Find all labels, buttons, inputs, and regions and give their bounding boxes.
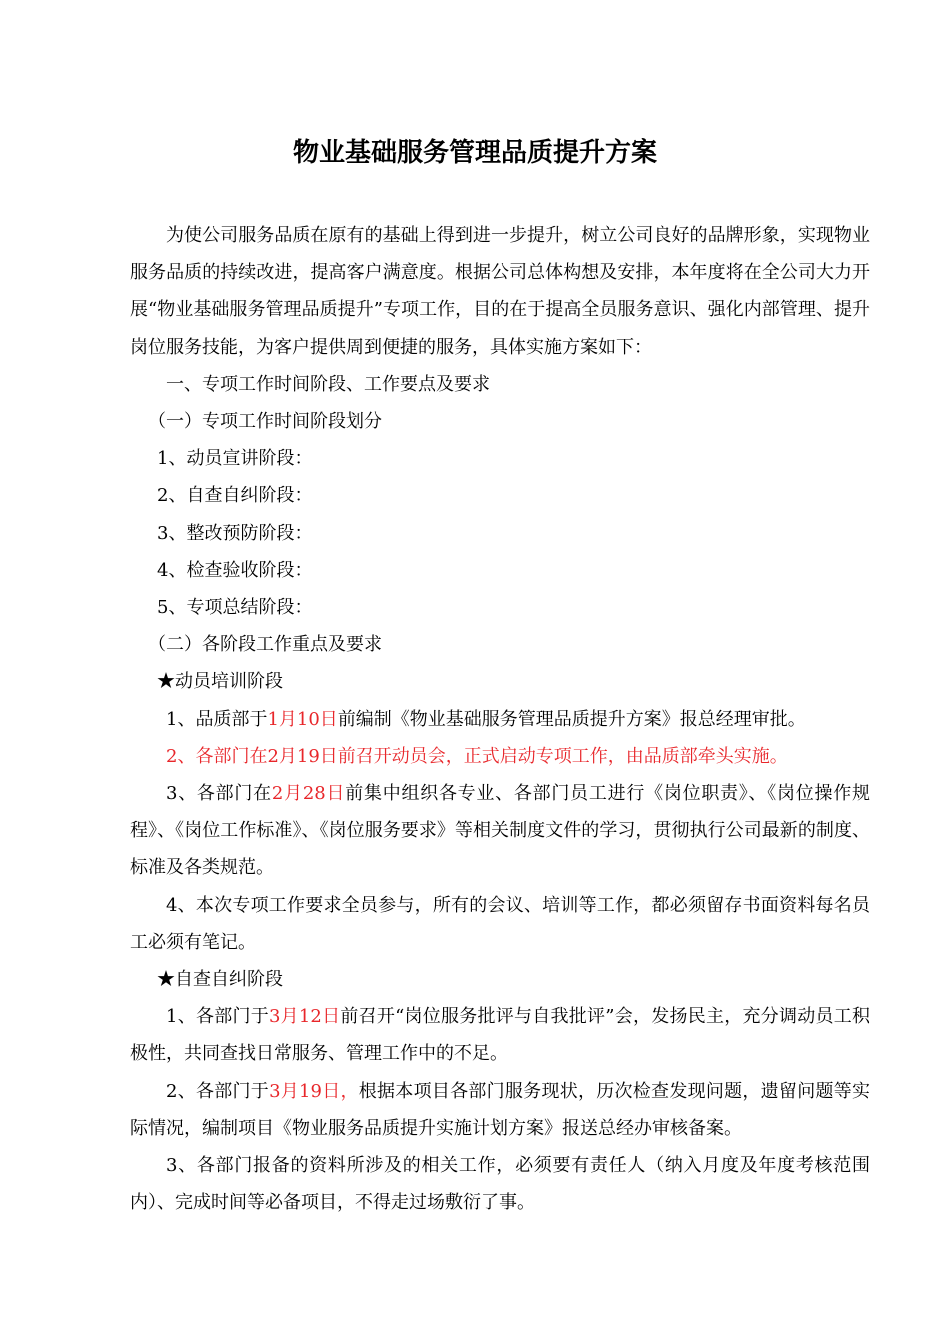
list-item (130, 1073, 870, 1147)
list-item (130, 998, 870, 1072)
list-item: 3、各部门报备的资料所涉及的相关工作，必须要有责任人（纳入月度及年度考核范围内）、完成时间等必备项目，不得走过场敷衍了事。 (130, 1155, 870, 1214)
item-text: 前召开“岗位服务批评与自我批评”会，发扬民主，充分调动员工积极性，共同查找日常服务、管理工作中的不足。 (130, 1006, 871, 1065)
deadline-highlight: 1月10日 (267, 708, 338, 730)
deadline-highlight: 3月12日 (268, 1006, 341, 1028)
phase-item: 2、自查自纠阶段： (157, 485, 313, 507)
stage-heading: ★动员培训阶段 (157, 671, 283, 693)
page-title: 物业基础服务管理品质提升方案 (292, 138, 657, 168)
deadline-highlight: 2月28日 (271, 783, 346, 805)
deadline-highlight: 3月19日， (269, 1080, 359, 1102)
item-text: 1、品质部于 (166, 708, 268, 730)
subsection-heading: （一）专项工作时间阶段划分 (148, 411, 382, 433)
item-text: 前集中组织各专业、各部门员工进行《岗位职责》、《岗位操作规程》、《岗位工作标准》、《岗位服务要求》等相关制度文件的学习，贯彻执行公司最新的制度、标准及各类规范。 (130, 783, 871, 879)
item-text: 3、各部门在 (166, 783, 272, 805)
section-heading: 一、专项工作时间阶段、工作要点及要求 (166, 373, 490, 395)
item-text: 前编制《物业基础服务管理品质提升方案》报总经理审批。 (337, 708, 806, 730)
phase-item: 1、动员宣讲阶段： (157, 448, 313, 470)
stage-heading: ★自查自纠阶段 (157, 969, 283, 991)
subsection-heading: （二）各阶段工作重点及要求 (148, 634, 382, 656)
item-text: 2、各部门于 (166, 1080, 270, 1102)
phase-item: 5、专项总结阶段： (157, 597, 313, 619)
list-item: 4、本次专项工作要求全员参与，所有的会议、培训等工作，都必须留存书面资料每名员工必须有笔记。 (130, 894, 870, 953)
list-item (130, 775, 870, 887)
phase-item: 4、检查验收阶段： (157, 559, 313, 581)
item-text: 1、各部门于 (166, 1006, 269, 1028)
list-item-highlighted: 2、各部门在2月19日前召开动员会，正式启动专项工作，由品质部牵头实施。 (166, 745, 788, 767)
intro-paragraph: 为使公司服务品质在原有的基础上得到进一步提升，树立公司良好的品牌形象，实现物业服务品质的持续改进，提高客户满意度。根据公司总体构想及安排，本年度将在全公司大力开展“物业基础服务管理品质提升”专项工作，目的在于提高全员服务意识、强化内部管理、提升岗位服务技能，为客户提供周到便捷的服务，具体实施方案如下： (130, 225, 870, 358)
list-item (130, 701, 870, 738)
item-text: 根据本项目各部门服务现状，历次检查发现问题，遗留问题等实际情况，编制项目《物业服务品质提升实施计划方案》报送总经办审核备案。 (130, 1080, 871, 1139)
phase-item: 3、整改预防阶段： (157, 522, 313, 544)
document-body (130, 217, 870, 1221)
